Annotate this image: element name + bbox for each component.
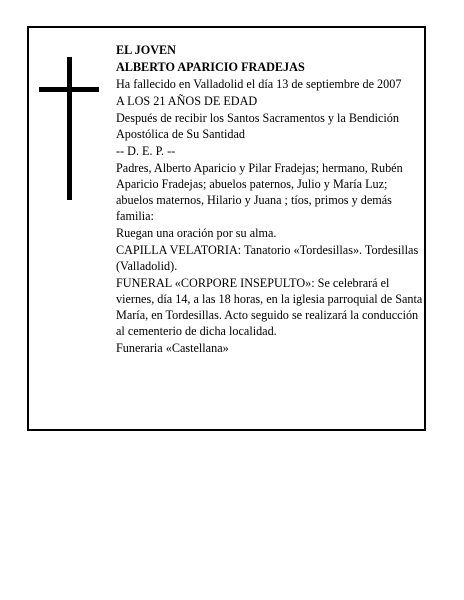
cross-horizontal-bar bbox=[39, 87, 99, 92]
cross-vertical-bar bbox=[67, 57, 72, 200]
notice-text-block bbox=[116, 42, 426, 357]
age-line: A LOS 21 AÑOS DE EDAD bbox=[116, 94, 258, 108]
prayer-line: Ruegan una oración por su alma. bbox=[116, 226, 277, 240]
sacraments-line: Después de recibir los Santos Sacramentos y la Bendición Apostólica de Su Santidad bbox=[116, 111, 399, 141]
death-info: Ha fallecido en Valladolid el día 13 de septiembre de 2007 bbox=[116, 77, 402, 91]
family-line: Padres, Alberto Aparicio y Pilar Fradejas; hermano, Rubén Aparicio Fradejas; abuelos paternos, Julio y María Luz; abuelos maternos, Hilario y Juana ; tíos, primos y demás familia: bbox=[116, 161, 403, 223]
chapel-line: CAPILLA VELATORIA: Tanatorio «Tordesillas». Tordesillas (Valladolid). bbox=[116, 243, 419, 273]
notice-title: EL JOVEN bbox=[116, 43, 176, 57]
cross-icon bbox=[39, 57, 99, 200]
obituary-notice bbox=[27, 26, 426, 431]
funeral-line: FUNERAL «CORPORE INSEPULTO»: Se celebrará el viernes, día 14, a las 18 horas, en la iglesia parroquial de Santa María, en Tordesillas. Acto seguido se realizará la conducción al cementerio de dicha localidad. bbox=[116, 276, 423, 338]
rip-line: -- D. E. P. -- bbox=[116, 144, 176, 158]
deceased-name: ALBERTO APARICIO FRADEJAS bbox=[116, 60, 305, 74]
funeral-home-line: Funeraria «Castellana» bbox=[116, 341, 229, 355]
